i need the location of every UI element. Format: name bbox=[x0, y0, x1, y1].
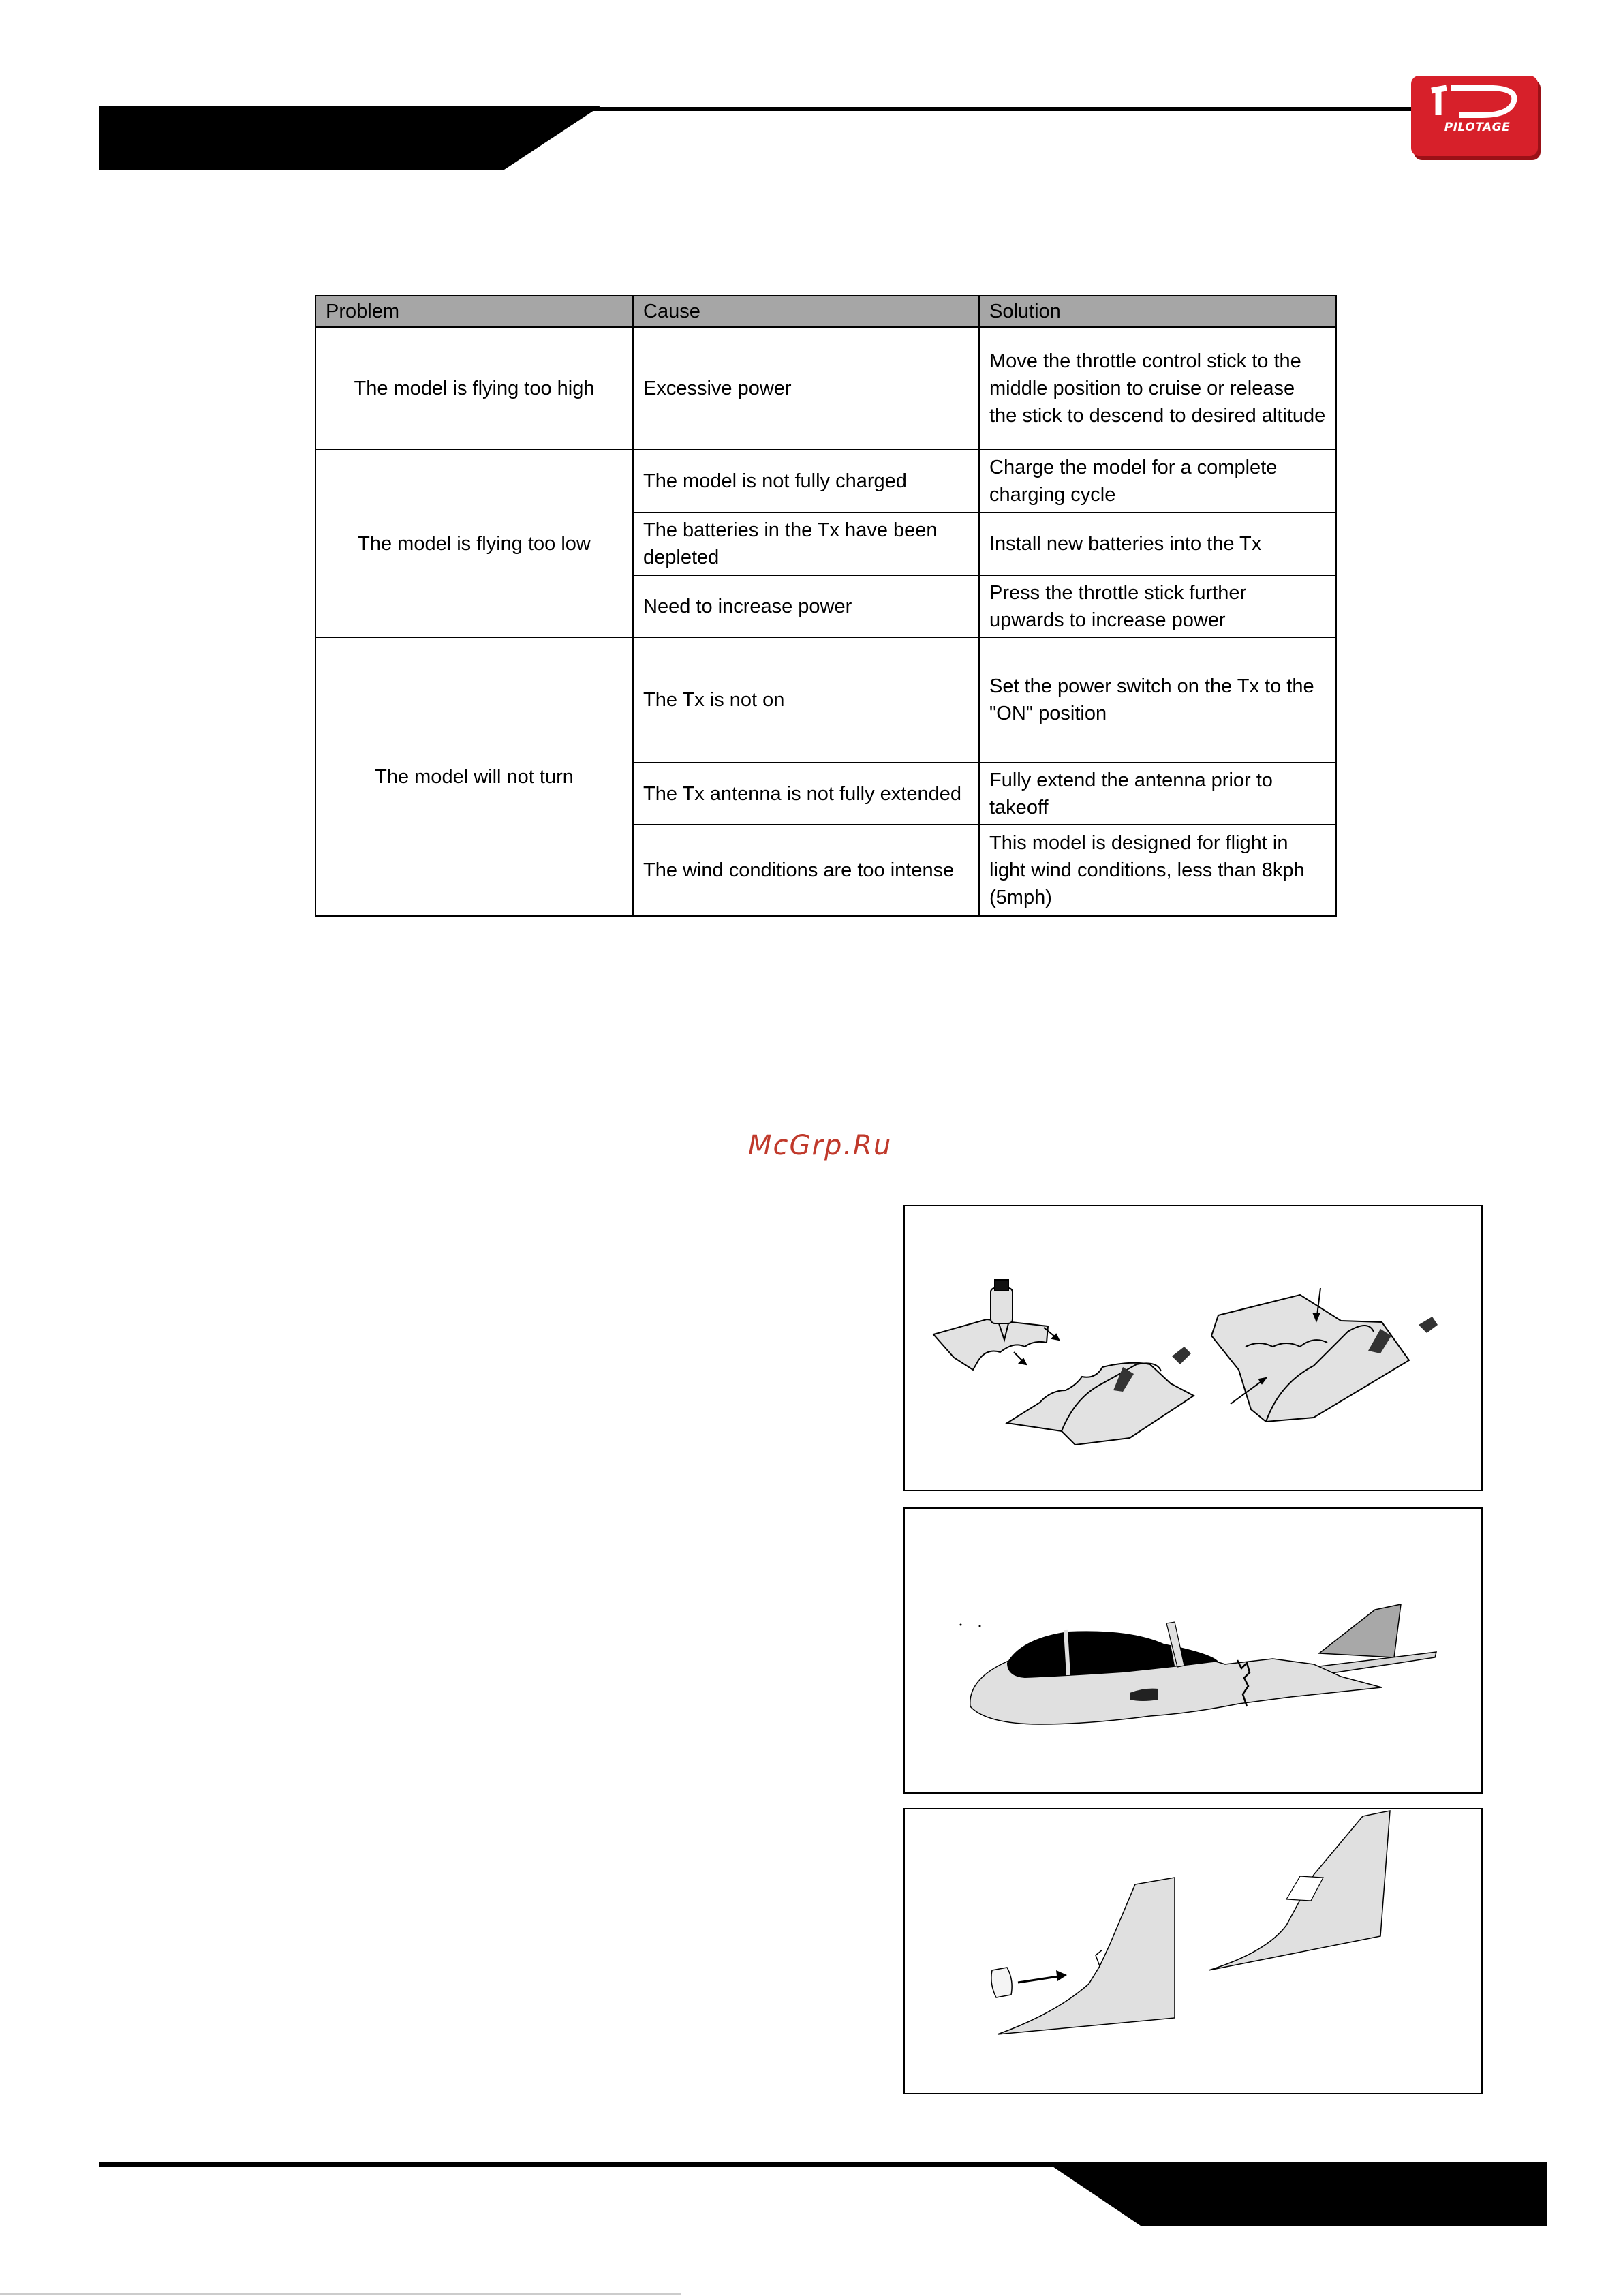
table-row bbox=[315, 327, 1336, 450]
cause-cell: The Tx antenna is not fully extended bbox=[633, 763, 979, 825]
fuselage-crack-diagram-icon bbox=[905, 1509, 1481, 1792]
solution-cell: Fully extend the antenna prior to takeoff bbox=[979, 763, 1336, 825]
solution-cell: Move the throttle control stick to the middle position to cruise or release the stick to descend to desired altitude bbox=[979, 327, 1336, 450]
solution-cell: This model is designed for flight in light wind conditions, less than 8kph (5mph) bbox=[979, 825, 1336, 916]
cause-cell: The batteries in the Tx have been depleted bbox=[633, 512, 979, 575]
solution-cell: Install new batteries into the Tx bbox=[979, 512, 1336, 575]
solution-cell: Charge the model for a complete charging cycle bbox=[979, 450, 1336, 512]
table-header-row bbox=[315, 296, 1336, 327]
footer-rule bbox=[99, 2162, 1169, 2167]
figure-fuselage-repair bbox=[903, 1507, 1483, 1794]
table-row bbox=[315, 450, 1336, 512]
tail-fin-patch-diagram-icon bbox=[905, 1809, 1481, 2093]
problem-cell: The model is flying too low bbox=[315, 450, 633, 637]
cause-cell: The wind conditions are too intense bbox=[633, 825, 979, 916]
wing-repair-glue-diagram-icon bbox=[905, 1206, 1481, 1490]
cause-cell: Excessive power bbox=[633, 327, 979, 450]
problem-cell: The model will not turn bbox=[315, 637, 633, 916]
header-solution: Solution bbox=[979, 296, 1336, 327]
figure-tail-patch bbox=[903, 1808, 1483, 2094]
logo-text: PILOTAGE bbox=[1444, 121, 1511, 134]
page-edge-sliver bbox=[0, 2293, 681, 2295]
header-band bbox=[99, 106, 600, 170]
solution-cell: Press the throttle stick further upwards to increase power bbox=[979, 575, 1336, 637]
problem-cell: The model is flying too high bbox=[315, 327, 633, 450]
cause-cell: The model is not fully charged bbox=[633, 450, 979, 512]
pilotage-logo bbox=[1411, 76, 1543, 164]
cause-cell: Need to increase power bbox=[633, 575, 979, 637]
footer-band bbox=[1047, 2162, 1547, 2226]
header-rule bbox=[586, 107, 1414, 111]
cause-cell: The Tx is not on bbox=[633, 637, 979, 763]
header-cause: Cause bbox=[633, 296, 979, 327]
figure-wing-repair bbox=[903, 1205, 1483, 1491]
watermark: McGrp.Ru bbox=[748, 1130, 893, 1161]
header-problem: Problem bbox=[315, 296, 633, 327]
table-row bbox=[315, 637, 1336, 763]
solution-cell: Set the power switch on the Tx to the "ON" position bbox=[979, 637, 1336, 763]
troubleshooting-table bbox=[315, 295, 1337, 917]
